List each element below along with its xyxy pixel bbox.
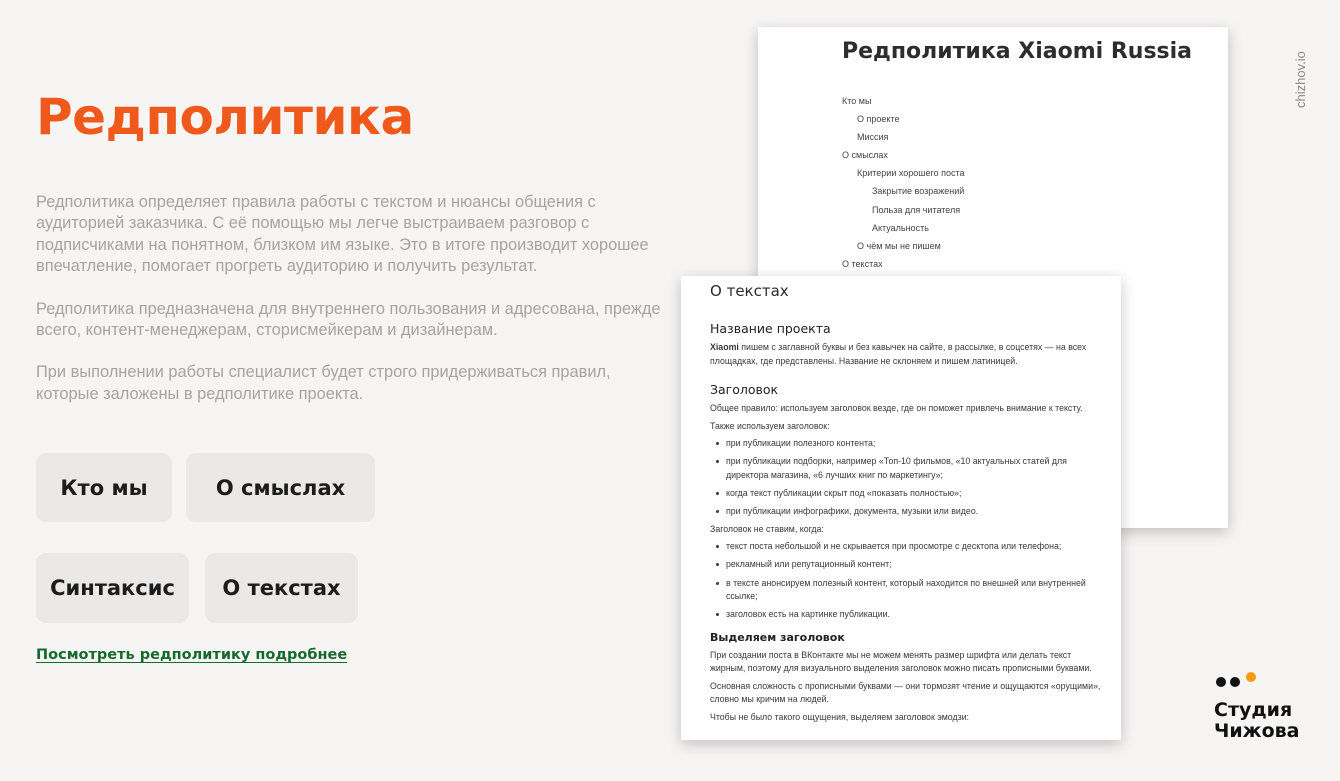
- brand-name: [1214, 700, 1299, 742]
- toc-item: Критерии хорошего поста: [857, 168, 965, 178]
- intro-paragraph: Редполитика определяет правила работы с текстом и нюансы общения с аудиторией заказчика. С её помощью мы легче выстраиваем разговор с подписчиками на понятном, близком им языке. Это в итоге производит хорошее впечатление, помогает прогреть аудиторию и получить результат.: [36, 193, 649, 276]
- intro-paragraph: Редполитика предназначена для внутреннего пользования и адресована, прежде всего, контент-менеджерам, сторисмейкерам и дизайнерам.: [36, 299, 661, 340]
- chip-syntax[interactable]: Синтаксис: [36, 553, 189, 623]
- list-item: при публикации подборки, например «Топ-10 фильмов, «10 актуальных статей для директора магазина, «6 лучших книг по маркетингу»;: [716, 455, 1107, 482]
- dot-icon: [1246, 672, 1256, 682]
- list-item: текст поста небольшой и не скрывается при просмотре с десктопа или телефона;: [716, 540, 1107, 554]
- chip-about-meanings[interactable]: О смыслах: [186, 453, 375, 522]
- section-text: [710, 341, 1107, 368]
- section-text: Чтобы не было такого ощущения, выделяем заголовок эмодзи:: [710, 711, 970, 722]
- toc-item: Актуальность: [872, 223, 929, 233]
- section-text: Также используем заголовок:: [710, 420, 830, 431]
- doc-preview-texts: [681, 276, 1121, 740]
- bullet-list: [710, 437, 1107, 518]
- chip-about-texts[interactable]: О текстах: [205, 553, 358, 623]
- brand-line: Чижова: [1214, 720, 1300, 742]
- toc-item: Миссия: [857, 132, 889, 142]
- logo-dots-icon: [1214, 670, 1299, 686]
- toc-item: Польза для читателя: [872, 205, 961, 215]
- list-item: рекламный или репутационный контент;: [716, 558, 1107, 572]
- bullet-list: [710, 540, 1107, 621]
- intro-paragraph: При выполнении работы специалист будет строго придерживаться правил, которые заложены в редполитике проекта.: [36, 363, 611, 403]
- chip-who-we-are[interactable]: Кто мы: [36, 453, 172, 522]
- list-item: при публикации полезного контента;: [716, 437, 1107, 451]
- brand-logo: [1214, 670, 1299, 742]
- section-text-body: пишем с заглавной буквы и без кавычек на сайте, в рассылке, в соцсетях — на всех площадках, где представлены. Название не склоняем и пишем латиницей.: [710, 342, 1087, 366]
- toc-item: Закрытие возражений: [872, 186, 965, 196]
- doc-heading: О текстах: [710, 282, 789, 300]
- section-title: Выделяем заголовок: [710, 630, 845, 644]
- doc-title: Редполитика Xiaomi Russia: [842, 39, 1193, 64]
- section-text: Основная сложность с прописными буквами — они тормозят чтение и ощущаются «орущими», словно мы кричим на людей.: [710, 680, 1101, 705]
- toc-item: Кто мы: [842, 96, 872, 106]
- section-text: При создании поста в ВКонтакте мы не можем менять размер шрифта или делать текст жирным, поэтому для визуального выделения заголовок можно писать прописными буквами.: [710, 649, 1092, 674]
- list-item: заголовок есть на картинке публикации.: [716, 608, 1107, 622]
- toc-item: О чём мы не пишем: [857, 241, 941, 251]
- toc-item: О текстах: [842, 259, 883, 269]
- intro-text: [36, 192, 666, 426]
- section-title: Заголовок: [710, 382, 779, 397]
- list-item: при публикации инфографики, документа, музыки или видео.: [716, 505, 1107, 519]
- list-item: когда текст публикации скрыт под «показать полностью»;: [716, 487, 1107, 501]
- toc-item: О смыслах: [842, 150, 888, 160]
- section-text: Заголовок не ставим, когда:: [710, 523, 824, 534]
- more-link[interactable]: Посмотреть редполитику подробнее: [36, 647, 348, 663]
- brand-line: Студия: [1214, 699, 1293, 721]
- domain-label: chizhov.io: [1293, 51, 1308, 108]
- brand-name: Xiaomi: [710, 342, 739, 352]
- toc-item: О проекте: [857, 114, 900, 124]
- list-item: в тексте анонсируем полезный контент, который находится по внешней или внутренней ссылке;: [716, 577, 1107, 604]
- dot-icon: [1230, 677, 1240, 687]
- dot-icon: [1216, 677, 1226, 687]
- section-text: Общее правило: используем заголовок везде, где он поможет привлечь внимание к тексту.: [710, 403, 1083, 413]
- section-title: Название проекта: [710, 321, 831, 336]
- page-title: Редполитика: [36, 88, 414, 146]
